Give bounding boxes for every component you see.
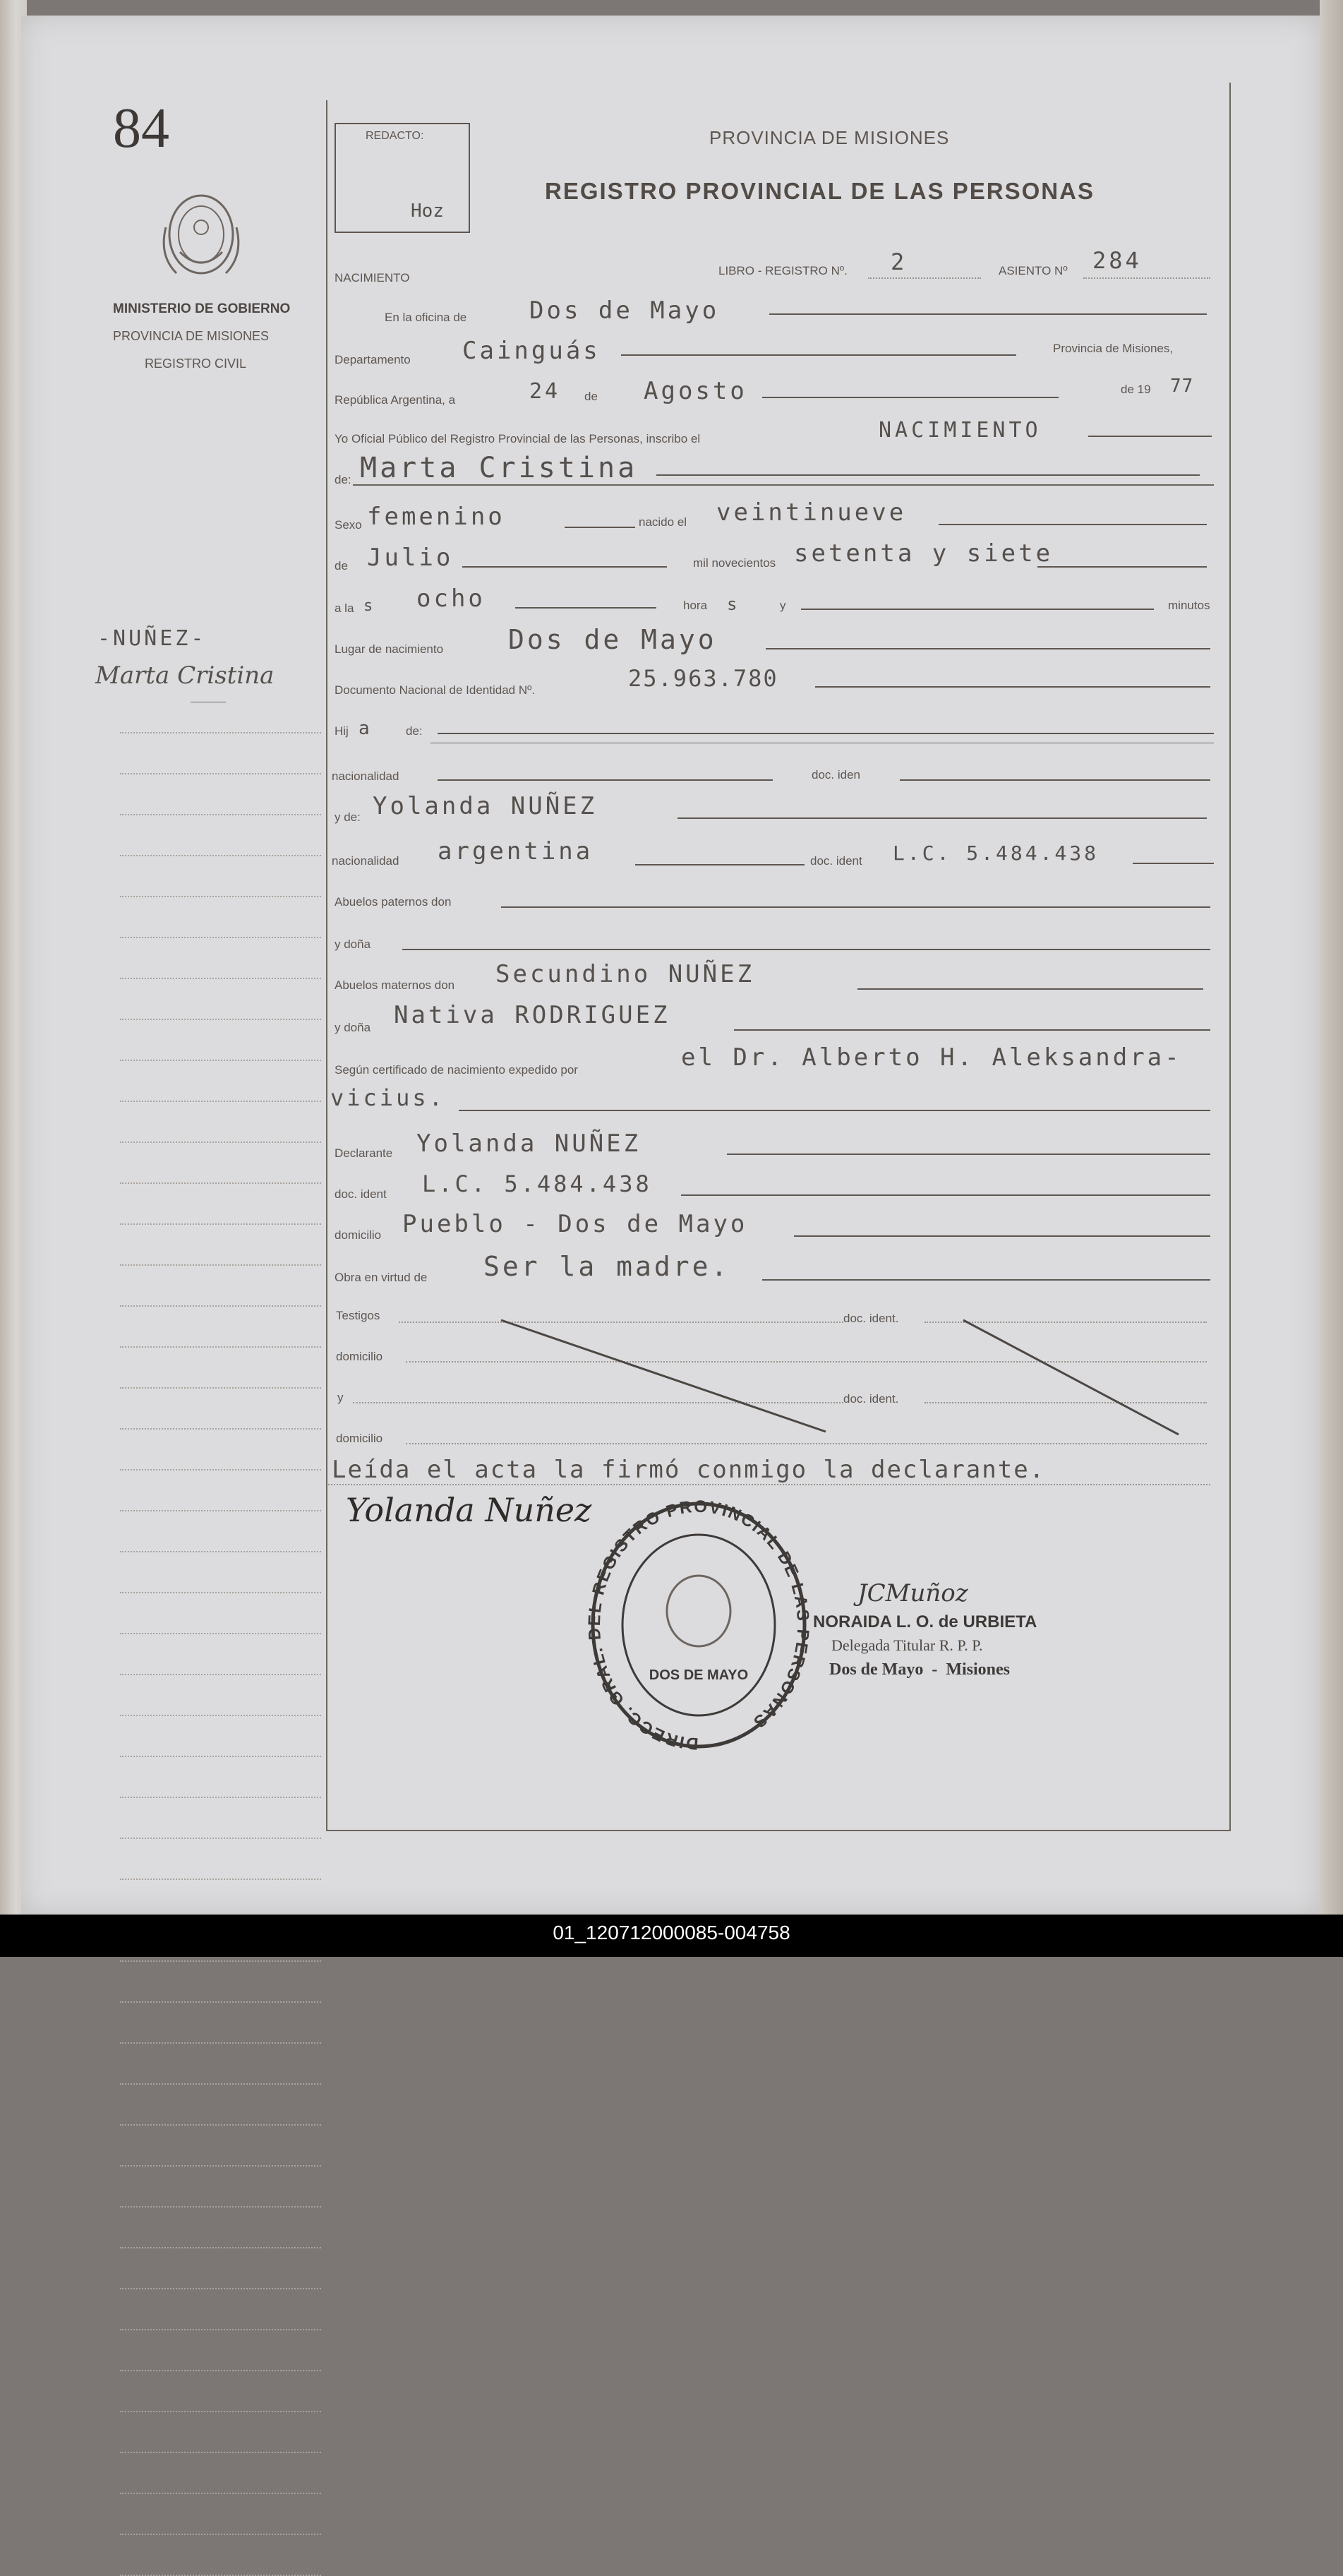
closing-statement: Leída el acta la firmó conmigo la declarante. [332, 1456, 1046, 1484]
redacto-label: REDACTO: [366, 130, 424, 142]
nombre-label: de: [335, 473, 351, 486]
docident5-label: doc. ident. [843, 1392, 899, 1406]
y2-label: y [337, 1391, 344, 1404]
margin-ruled-line [120, 2370, 321, 2371]
republica-label: República Argentina, a [335, 393, 456, 407]
docident3-value: L.C. 5.484.438 [422, 1170, 652, 1197]
hora-suffix: s [727, 594, 740, 614]
registry-subtitle: REGISTRO CIVIL [145, 357, 247, 371]
margin-ruled-line [120, 2329, 321, 2330]
abuela-mat-value: Nativa RODRIGUEZ [394, 1001, 670, 1029]
margin-ruled-line [120, 2288, 321, 2289]
alas-label: a la [335, 601, 354, 615]
hij-suffix: a [359, 718, 373, 739]
docident1-label: doc. iden [812, 768, 860, 781]
margin-ruled-line [120, 2493, 321, 2494]
margin-ruled-line [120, 2083, 321, 2085]
anio-label: de 19 [1121, 383, 1151, 396]
docident2-label: doc. ident [810, 854, 862, 868]
hora-label: hora [683, 599, 708, 612]
y-label: y [780, 599, 786, 612]
provincia-label: Provincia de Misiones, [1053, 342, 1174, 355]
minutos-label: minutos [1168, 599, 1210, 612]
domicilio-value: Pueblo - Dos de Mayo [402, 1210, 748, 1238]
sexo-label: Sexo [335, 518, 362, 532]
libro-label: LIBRO - REGISTRO Nº. [718, 264, 848, 277]
asiento-label: ASIENTO Nº [999, 264, 1068, 277]
mes-nac-label: de [335, 559, 348, 573]
hij-de-label: de: [406, 724, 423, 738]
registry-page [21, 16, 1320, 1915]
obra-value: Ser la madre. [483, 1251, 730, 1282]
margin-ruled-line [120, 2124, 321, 2126]
hij-label: Hij [335, 724, 349, 738]
nacionalidad1-label: nacionalidad [332, 769, 399, 783]
abuelos-pat-label: Abuelos paternos don [335, 895, 452, 909]
lugar-label: Lugar de nacimiento [335, 642, 444, 656]
oficial-label: Yo Oficial Público del Registro Provincial de las Personas, inscribo el [335, 432, 701, 445]
margin-ruled-line [120, 2247, 321, 2248]
madre-label: y de: [335, 810, 361, 824]
registry-title: REGISTRO PROVINCIAL DE LAS PERSONAS [545, 178, 1095, 204]
abuelo-mat-value: Secundino NUÑEZ [495, 960, 755, 988]
obra-label: Obra en virtud de [335, 1271, 428, 1284]
de-label: de [584, 390, 598, 403]
departamento-label: Departamento [335, 353, 411, 366]
margin-ruled-line [120, 2452, 321, 2453]
svg-text:DIRECC. GRAL. DEL REGISTRO PRO: DIRECC. GRAL. DEL REGISTRO PROVINCIAL DE LAS PERSONAS [586, 1497, 812, 1754]
svg-text:DOS DE MAYO: DOS DE MAYO [649, 1667, 749, 1683]
segun-label: Según certificado de nacimiento expedido por [335, 1063, 578, 1077]
madre-value: Yolanda NUÑEZ [373, 792, 598, 820]
departamento-value: Cainguás [462, 337, 601, 365]
province-title: PROVINCIA DE MISIONES [709, 127, 950, 148]
nacionalidad2-value: argentina [438, 837, 594, 865]
asiento-value: 284 [1092, 247, 1142, 274]
margin-ruled-line [120, 2411, 321, 2412]
margin-surname: -NUÑEZ- [97, 626, 207, 651]
official-place: Dos de Mayo - Misiones [829, 1660, 1010, 1679]
anio-value: 77 [1170, 376, 1194, 397]
dni-value: 25.963.780 [628, 665, 778, 692]
province-subtitle: PROVINCIA DE MISIONES [113, 329, 270, 343]
lugar-value: Dos de Mayo [508, 624, 717, 655]
nacimiento-label: NACIMIENTO [335, 271, 410, 284]
margin-name: Marta Cristina [95, 661, 275, 690]
declarante-value: Yolanda NUÑEZ [416, 1130, 642, 1158]
docident2-value: L.C. 5.484.438 [893, 841, 1100, 865]
nacionalidad2-label: nacionalidad [332, 854, 399, 868]
margin-ruled-line [120, 2206, 321, 2207]
docident4-label: doc. ident. [843, 1312, 899, 1325]
domicilio3-label: domicilio [336, 1432, 383, 1445]
official-stamp [586, 1494, 812, 1756]
dia-value: 24 [529, 379, 561, 404]
mes-nac-value: Julio [367, 544, 454, 572]
margin-ruled-line [120, 2534, 321, 2535]
testigos-label: Testigos [336, 1309, 380, 1322]
ministry-title: MINISTERIO DE GOBIERNO [113, 301, 291, 316]
mes-value: Agosto [644, 377, 747, 405]
closing-dots [328, 1484, 1210, 1485]
declarant-signature: Yolanda Nuñez [346, 1491, 592, 1529]
domicilio2-label: domicilio [336, 1350, 383, 1363]
declarante-label: Declarante [335, 1146, 393, 1160]
file-caption: 01_120712000085-004758 [553, 1922, 790, 1943]
dni-label: Documento Nacional de Identidad Nº. [335, 683, 536, 697]
domicilio-label: domicilio [335, 1228, 382, 1242]
page-number: 84 [113, 97, 169, 160]
oficial-value: NACIMIENTO [879, 418, 1042, 443]
oficina-value: Dos de Mayo [529, 296, 720, 325]
sexo-value: femenino [367, 503, 505, 531]
margin-ruled-line [120, 1960, 321, 1962]
official-name: NORAIDA L. O. de URBIETA [813, 1612, 1037, 1631]
mil-label: mil novecientos [693, 556, 776, 570]
segun-value: el Dr. Alberto H. Aleksandra- [681, 1043, 1182, 1072]
official-title: Delegada Titular R. P. P. [831, 1636, 983, 1654]
abuelos-mat-label: Abuelos maternos don [335, 978, 455, 992]
nacido-value: veintinueve [716, 498, 907, 527]
segun-value2: vicius. [330, 1084, 445, 1111]
alas-suffix: s [363, 597, 376, 615]
anio-nac-value: setenta y siete [794, 539, 1054, 568]
redacto-initials: Hoz [411, 200, 444, 222]
oficina-label: En la oficina de [385, 311, 467, 324]
ydona2-label: y doña [335, 1021, 371, 1034]
libro-value: 2 [891, 248, 908, 275]
hora-value: ocho [416, 585, 486, 613]
nacido-label: nacido el [639, 515, 687, 529]
ydona1-label: y doña [335, 937, 371, 951]
nombre-value: Marta Cristina [360, 452, 638, 484]
page-edge [1320, 0, 1343, 1934]
official-signature: JCMuñoz [857, 1579, 968, 1607]
margin-ruled-line [120, 2001, 321, 2003]
margin-ruled-line [120, 2165, 321, 2167]
margin-ruled-line [120, 2042, 321, 2044]
docident3-label: doc. ident [335, 1187, 387, 1201]
